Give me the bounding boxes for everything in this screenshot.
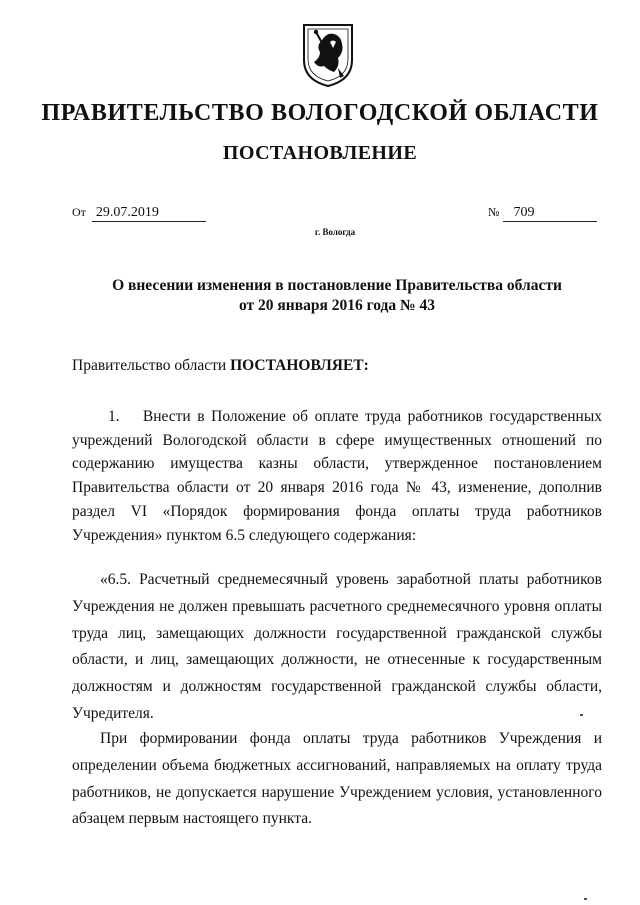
preamble-resolves: ПОСТАНОВЛЯЕТ: <box>230 357 369 374</box>
document-type: ПОСТАНОВЛЕНИЕ <box>222 142 418 164</box>
date-prefix: От <box>72 205 86 219</box>
number-prefix: № <box>488 205 500 219</box>
scan-speck <box>584 898 587 900</box>
preamble-text: Правительство области <box>72 357 231 374</box>
coat-of-arms-icon <box>300 22 356 88</box>
paragraph-1: 1. Внести в Положение об оплате труда работников государственных учреждений Вологодской области в сфере имущественных отношений по содержанию имущества казны области, утвержденное постановлением Правительства области от 20 января 2016 года № 43, изменение, дополнив раздел VI «Порядок формирования фонда оплаты труда работников Учреждения» пунктом 6.5 следующего содержания: <box>72 408 602 544</box>
paragraph-3: При формировании фонда оплаты труда работников Учреждения и определении объема бюджетных ассигнований, направляемых на оплату труда работников, не допускается нарушение Учреждением условия, установленного абзацем первым настоящего пункта. <box>72 730 602 828</box>
document-number <box>488 205 597 222</box>
number-value: 709 <box>503 205 597 222</box>
scan-speck <box>580 714 583 716</box>
preamble <box>72 357 369 375</box>
document-heading <box>72 276 602 316</box>
date-value: 29.07.2019 <box>92 205 206 222</box>
heading-line-1: О внесении изменения в постановление Правительства области <box>112 277 562 294</box>
document-date <box>72 205 206 222</box>
paragraph-2: «6.5. Расчетный среднемесячный уровень заработной платы работников Учреждения не должен превышать расчетного среднемесячного уровня оплаты труда лиц, замещающих должности государственной гражданской службы области, и лиц, замещающих должности, не отнесенные к государственным должностям и должностям государственной гражданской службы области, Учредителя. <box>72 571 602 722</box>
government-name: ПРАВИТЕЛЬСТВО ВОЛОГОДСКОЙ ОБЛАСТИ <box>41 100 599 126</box>
document-city: г. Вологда <box>314 227 356 237</box>
heading-line-2: от 20 января 2016 года № 43 <box>239 297 435 314</box>
